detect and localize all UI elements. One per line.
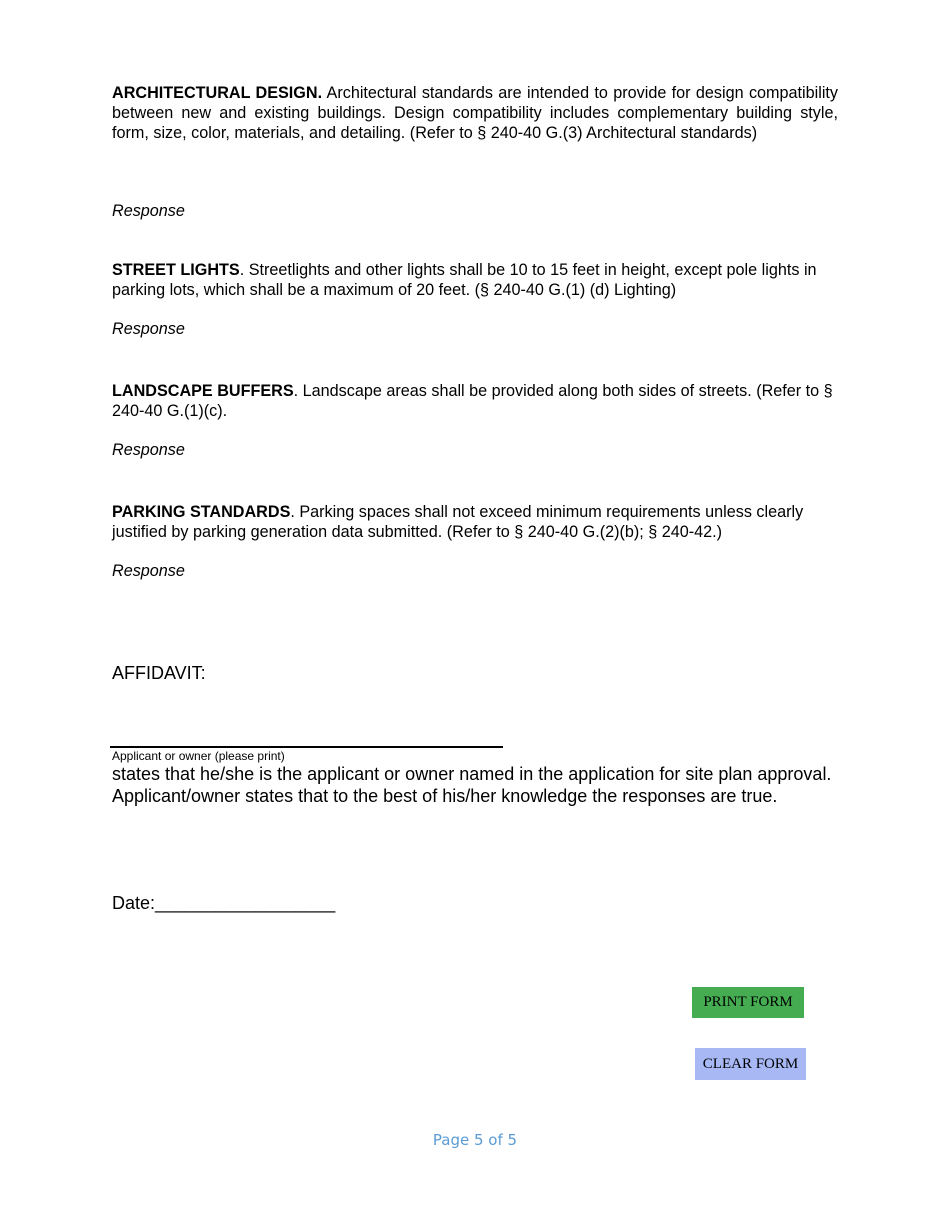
- landscape-buffers-paragraph: [112, 381, 838, 421]
- parking-standards-response-label: Response: [112, 562, 185, 580]
- architectural-design-paragraph: [112, 83, 838, 143]
- street-lights-response-label: Response: [112, 320, 185, 338]
- parking-standards-heading: PARKING STANDARDS: [112, 503, 291, 521]
- parking-standards-paragraph: [112, 502, 838, 542]
- clear-form-button[interactable]: CLEAR FORM: [695, 1048, 806, 1080]
- page-number: Page 5 of 5: [432, 1131, 518, 1149]
- signature-caption: Applicant or owner (please print): [112, 749, 285, 763]
- parking-standards-text: . Parking spaces shall not exceed minimum requirements unless clearly justified by parking generation data submitted. (Refer to § 240-40 G.(2)(b); § 240-42.): [112, 503, 804, 541]
- architectural-response-label: Response: [112, 202, 185, 220]
- affidavit-title: AFFIDAVIT:: [112, 663, 206, 683]
- landscape-buffers-heading: LANDSCAPE BUFFERS: [112, 382, 294, 400]
- affidavit-statement: states that he/she is the applicant or owner named in the application for site plan approval. Applicant/owner states that to the best of his/her knowledge the responses are true.: [112, 764, 832, 806]
- landscape-buffers-response-label: Response: [112, 441, 185, 459]
- street-lights-text: . Streetlights and other lights shall be 10 to 15 feet in height, except pole lights in parking lots, which shall be a maximum of 20 feet. (§ 240-40 G.(1) (d) Lighting): [112, 261, 817, 299]
- print-form-button[interactable]: PRINT FORM: [692, 987, 804, 1018]
- street-lights-heading: STREET LIGHTS: [112, 261, 240, 279]
- landscape-buffers-text: . Landscape areas shall be provided along both sides of streets. (Refer to § 240-40 G.(1)(c).: [112, 382, 833, 420]
- architectural-design-heading: ARCHITECTURAL DESIGN.: [112, 84, 323, 102]
- signature-line[interactable]: [110, 746, 503, 748]
- date-field[interactable]: Date:__________________: [112, 893, 336, 913]
- architectural-design-text: Architectural standards are intended to provide for design compatibility between new and existing buildings. Design compatibility includes complementary building style, form, size, color, materials, and detailing. (Refer to § 240-40 G.(3) Architectural standards): [112, 84, 839, 142]
- street-lights-paragraph: [112, 260, 838, 300]
